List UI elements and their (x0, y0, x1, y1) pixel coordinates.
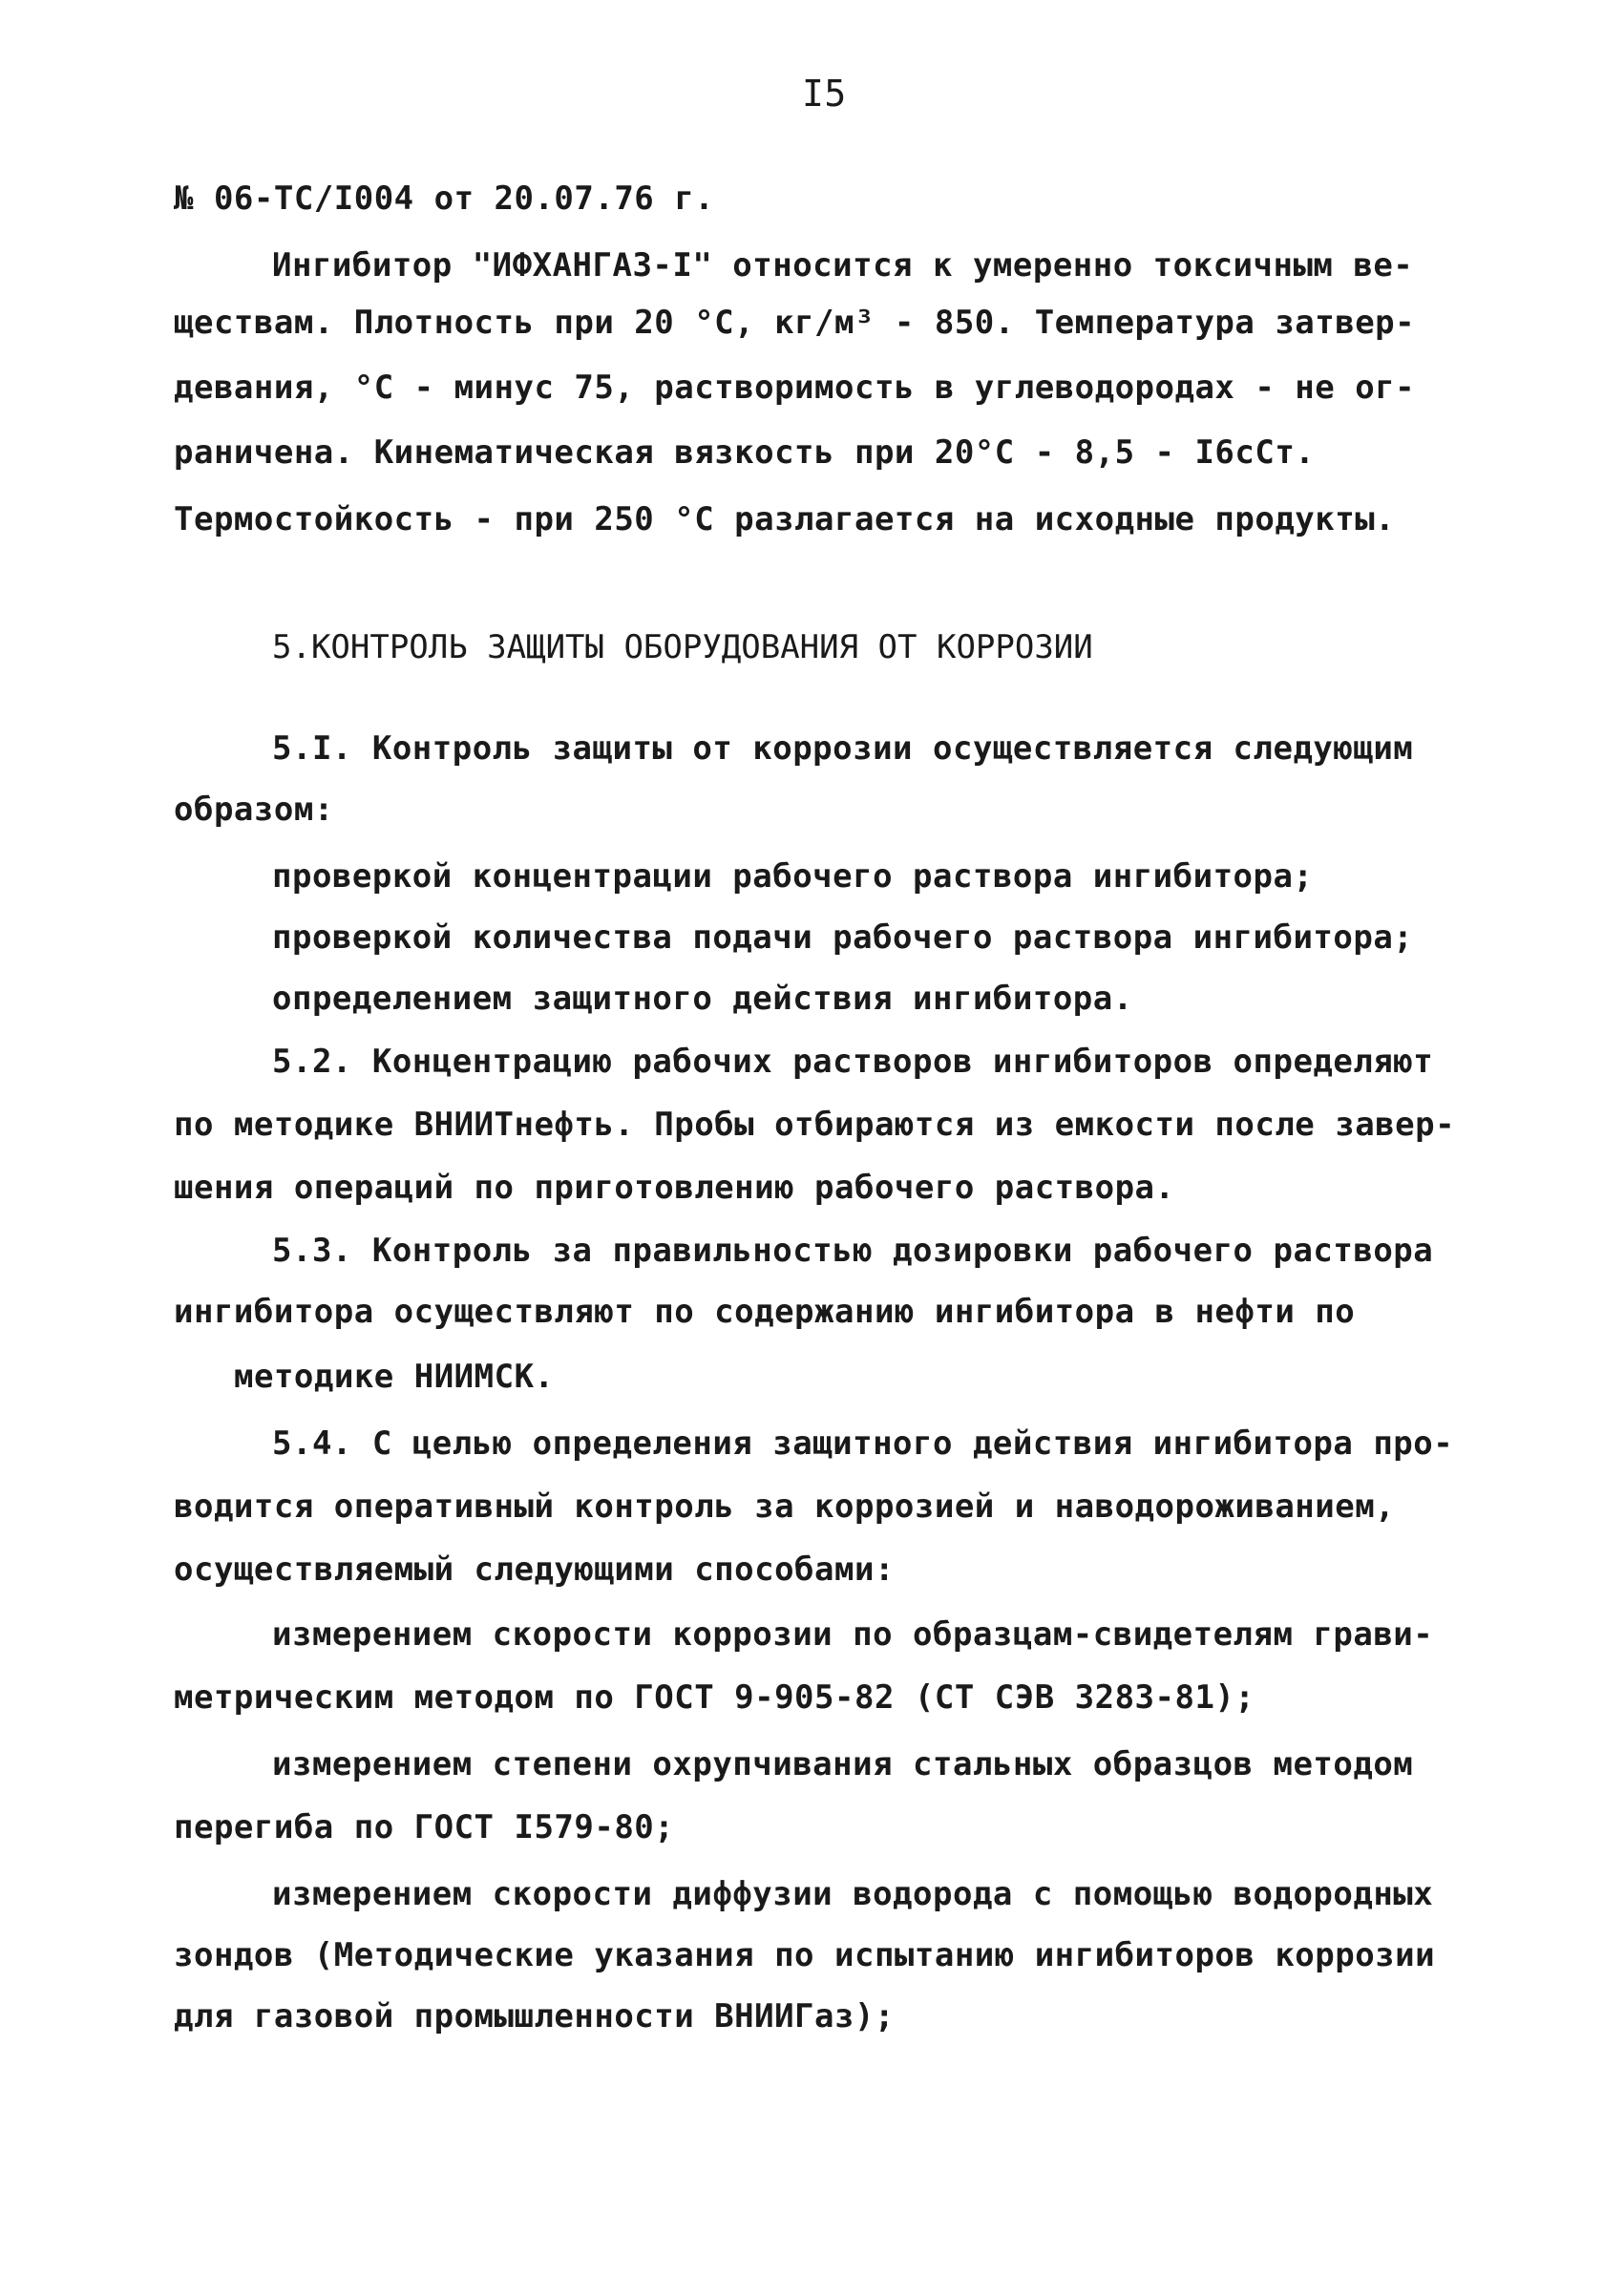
list-item: определением защитного действия ингибитора. (272, 980, 1133, 1018)
list-item: измерением степени охрупчивания стальных образцов методом (272, 1745, 1414, 1783)
paragraph-line: ингибитора осуществляют по содержанию ингибитора в нефти по (174, 1293, 1356, 1331)
list-item-continuation: метрическим методом по ГОСТ 9-905-82 (СТ СЭВ 3283-81); (174, 1678, 1255, 1717)
list-item: измерением скорости диффузии водорода с помощью водородных (272, 1875, 1434, 1913)
paragraph-line: осуществляемый следующими способами: (174, 1550, 895, 1589)
paragraph-line: методике НИИМСК. (234, 1358, 555, 1396)
paragraph-line: Ингибитор "ИФХАНГАЗ-I" относится к умеренно токсичным ве- (272, 246, 1414, 285)
list-item: измерением скорости коррозии по образцам-свидетелям грави- (272, 1615, 1434, 1654)
paragraph-line: образом: (174, 791, 334, 829)
list-item-continuation: для газовой промышленности ВНИИГаз); (174, 1997, 895, 2035)
document-reference: № 06-ТС/I004 от 20.07.76 г. (174, 179, 715, 218)
list-item-continuation: зондов (Методические указания по испытанию ингибиторов коррозии (174, 1936, 1436, 1974)
paragraph-line: 5.4. С целью определения защитного действия ингибитора про- (272, 1424, 1454, 1463)
page-number: I5 (802, 73, 847, 115)
paragraph-line: водится оперативный контроль за коррозией и наводороживанием, (174, 1487, 1396, 1526)
paragraph-line: девания, °С - минус 75, растворимость в углеводородах - не ог- (174, 369, 1416, 407)
paragraph-line: по методике ВНИИТнефть. Пробы отбираются из емкости после завер- (174, 1106, 1456, 1144)
paragraph-line: 5.3. Контроль за правильностью дозировки рабочего раствора (272, 1232, 1434, 1270)
list-item: проверкой количества подачи рабочего раствора ингибитора; (272, 918, 1414, 957)
list-item: проверкой концентрации рабочего раствора ингибитора; (272, 857, 1314, 896)
paragraph-line: шения операций по приготовлению рабочего раствора. (174, 1169, 1175, 1207)
paragraph-line: Термостойкость - при 250 °С разлагается на исходные продукты. (174, 500, 1396, 538)
paragraph-line: 5.2. Концентрацию рабочих растворов ингибиторов определяют (272, 1043, 1434, 1081)
paragraph-line: 5.I. Контроль защиты от коррозии осуществляется следующим (272, 729, 1414, 768)
paragraph-line: ществам. Плотность при 20 °С, кг/м³ - 850. Температура затвер- (174, 304, 1416, 342)
list-item-continuation: перегиба по ГОСТ I579-80; (174, 1808, 675, 1846)
paragraph-line: раничена. Кинематическая вязкость при 20°С - 8,5 - I6сСт. (174, 433, 1316, 472)
section-heading: 5.КОНТРОЛЬ ЗАЩИТЫ ОБОРУДОВАНИЯ ОТ КОРРОЗИИ (272, 628, 1093, 666)
